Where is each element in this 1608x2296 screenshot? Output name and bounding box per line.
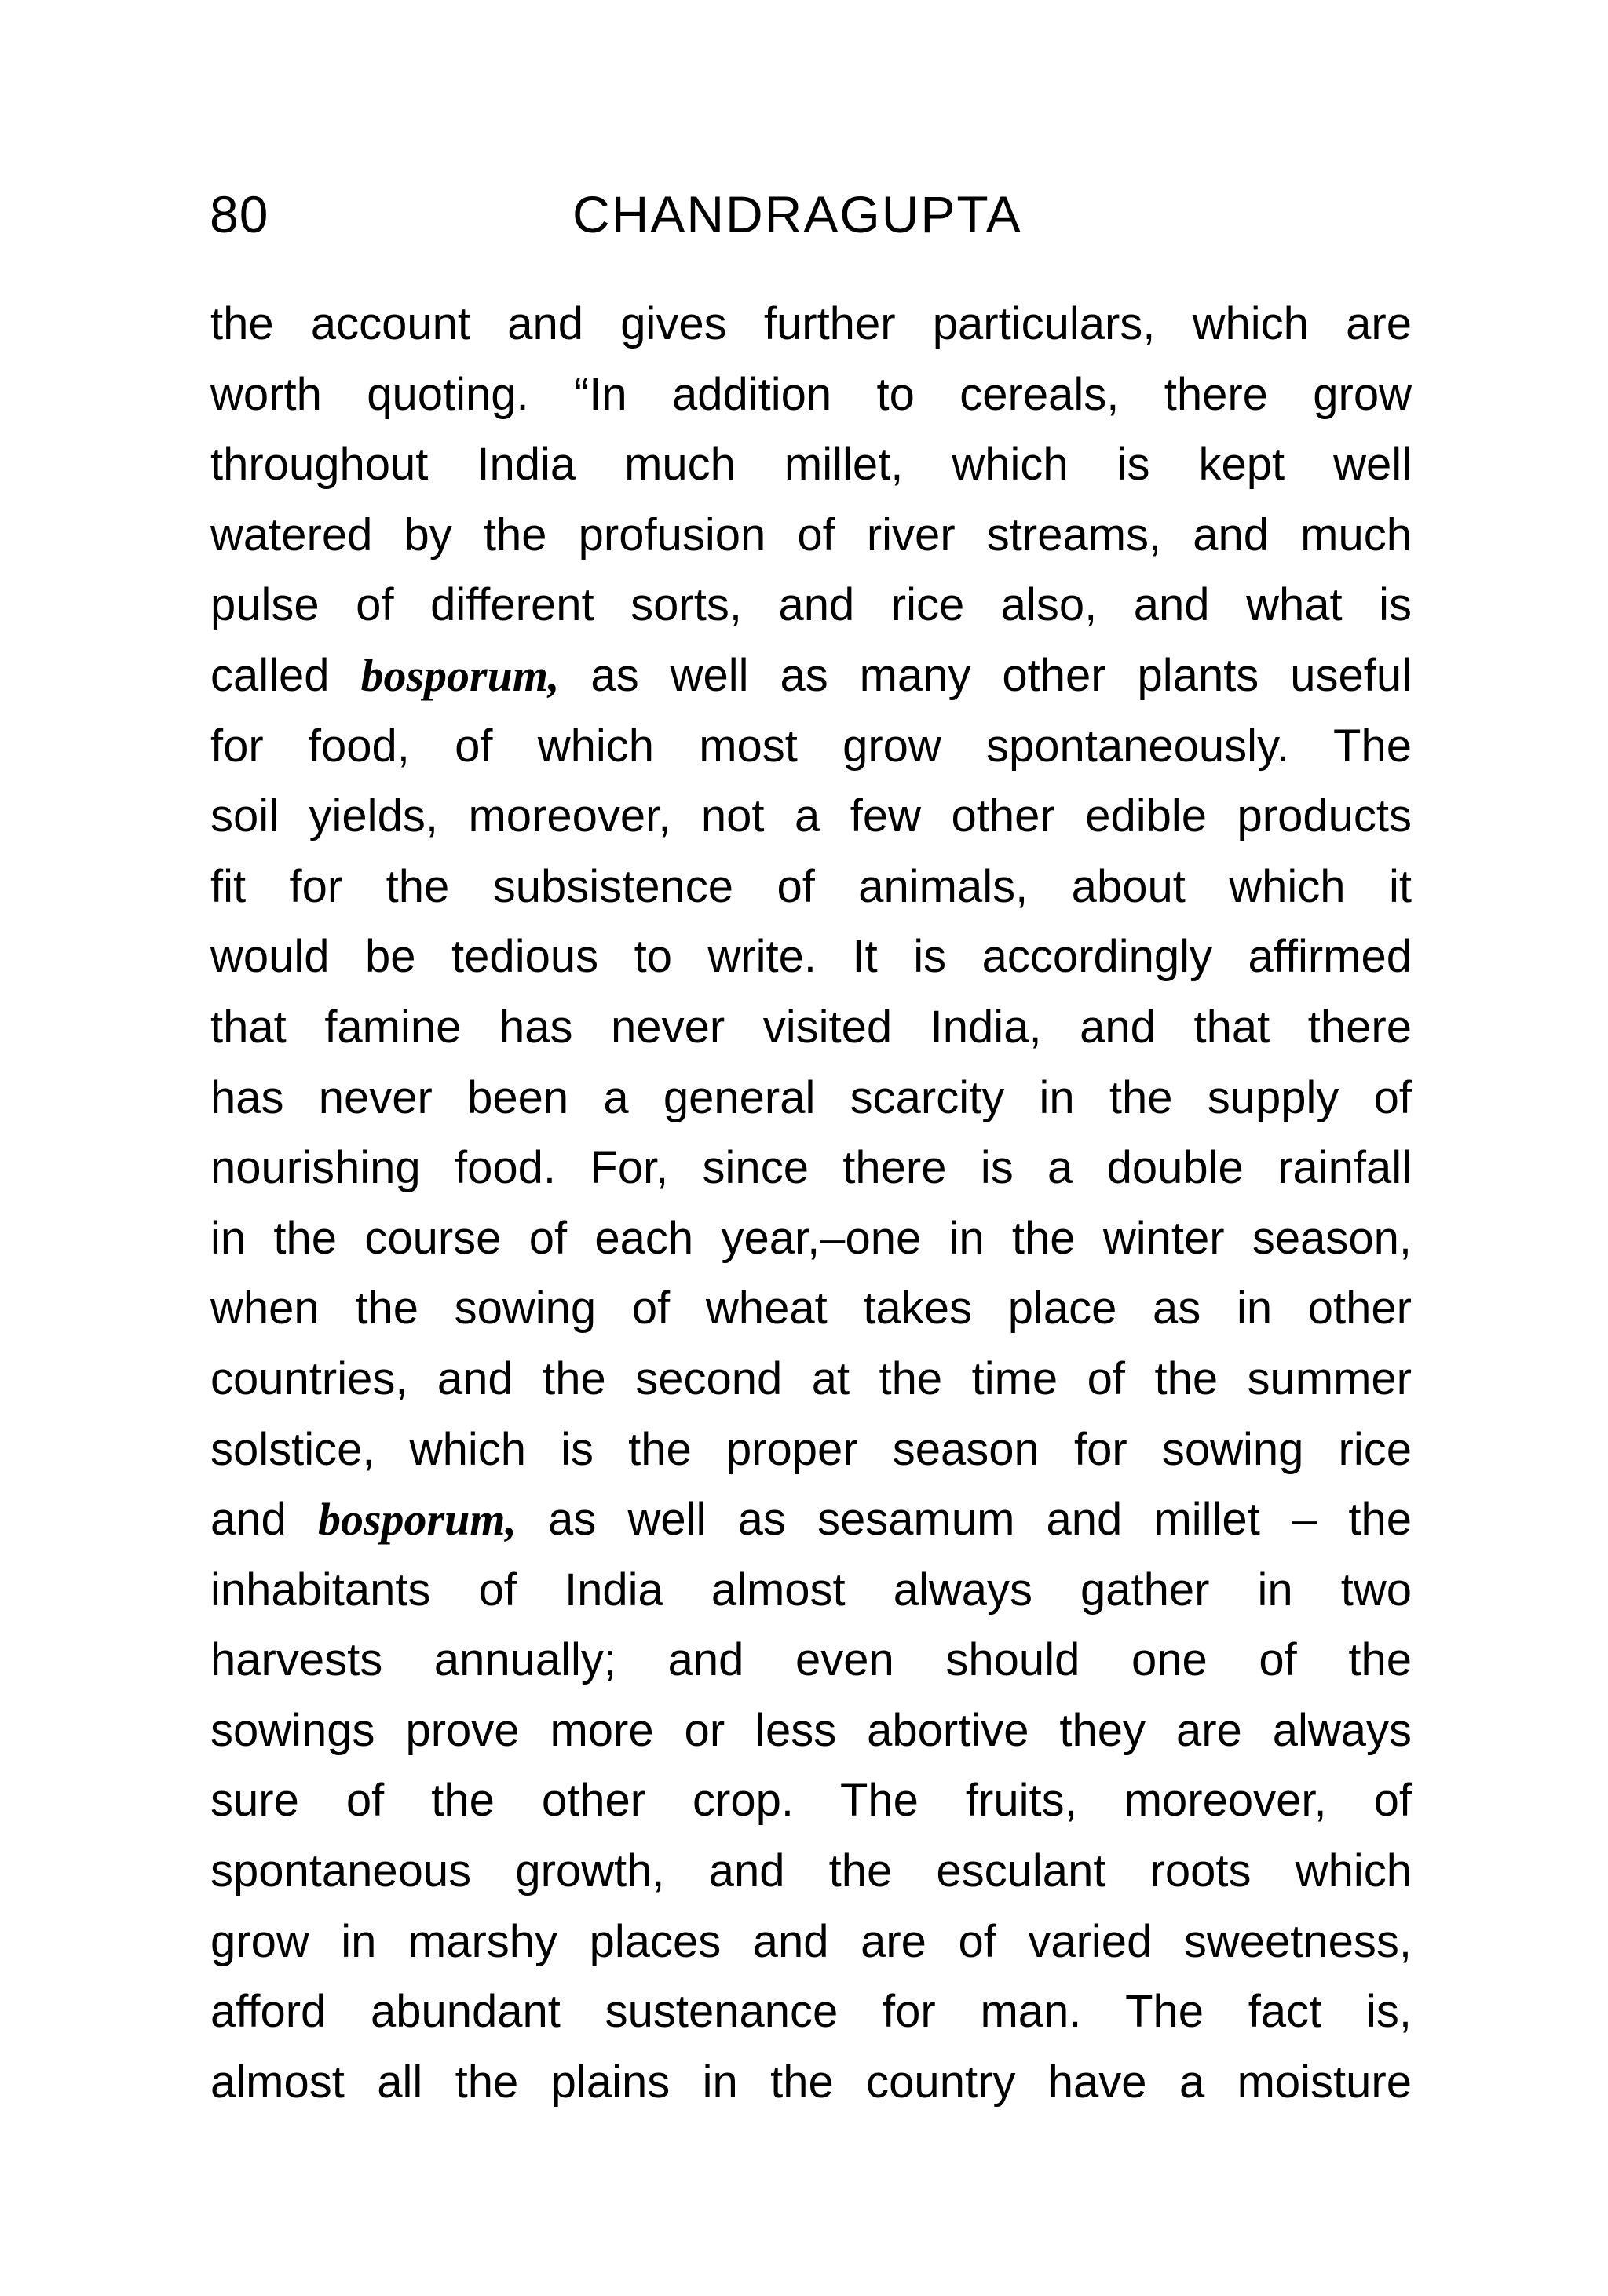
text-segment: spontaneous growth, and the esculant roots which xyxy=(210,1845,1412,1897)
text-segment: worth quoting. “In addition to cereals, there grow xyxy=(210,368,1412,420)
text-line xyxy=(210,711,1412,782)
text-line xyxy=(210,1836,1412,1907)
text-line xyxy=(210,852,1412,922)
text-segment: solstice, which is the proper season for sowing rice xyxy=(210,1423,1412,1475)
text-line xyxy=(210,1414,1412,1485)
text-line xyxy=(210,1344,1412,1414)
text-segment: as well as many other plants useful xyxy=(559,649,1412,701)
text-segment: and xyxy=(210,1494,318,1546)
text-segment: watered by the profusion of river streams, and much xyxy=(210,509,1412,560)
page-number: 80 xyxy=(210,185,269,243)
text-line xyxy=(210,1203,1412,1274)
text-segment: pulse of different sorts, and rice also, and what is xyxy=(210,579,1412,631)
text-segment: as well as sesamum and millet – the xyxy=(516,1494,1412,1546)
text-segment: grow in marshy places and are of varied sweetness, xyxy=(210,1915,1412,1967)
text-line xyxy=(210,641,1412,711)
text-segment: harvests annually; and even should one of the xyxy=(210,1634,1412,1686)
text-line xyxy=(210,1273,1412,1344)
text-segment: countries, and the second at the time of the summer xyxy=(210,1352,1412,1404)
text-line xyxy=(210,360,1412,430)
running-title: CHANDRAGUPTA xyxy=(572,185,1022,243)
text-line xyxy=(210,1555,1412,1626)
text-line xyxy=(210,500,1412,571)
text-segment: the account and gives further particulars, which are xyxy=(210,298,1412,349)
text-segment: would be tedious to write. It is accordingly affirmed xyxy=(210,931,1412,983)
italic-term: bosporum, xyxy=(317,1494,517,1546)
running-head xyxy=(200,179,1409,250)
text-line xyxy=(210,1133,1412,1203)
text-segment: throughout India much millet, which is kept well xyxy=(210,439,1412,491)
text-line xyxy=(210,1484,1412,1555)
italic-term: bosporum, xyxy=(360,649,560,701)
text-segment: almost all the plains in the country have a moisture xyxy=(210,2056,1412,2108)
text-segment: sowings prove more or less abortive they are always xyxy=(210,1704,1412,1756)
text-line xyxy=(210,1063,1412,1133)
text-line xyxy=(210,289,1412,360)
text-segment: that famine has never visited India, and that there xyxy=(210,1001,1412,1053)
text-line xyxy=(210,1907,1412,1977)
text-segment: for food, of which most grow spontaneously. The xyxy=(210,720,1412,772)
text-segment: afford abundant sustenance for man. The fact is, xyxy=(210,1986,1412,2038)
text-segment: has never been a general scarcity in the supply of xyxy=(210,1071,1412,1123)
text-segment: nourishing food. For, since there is a double rainfall xyxy=(210,1142,1412,1194)
text-segment: sure of the other crop. The fruits, moreover, of xyxy=(210,1775,1412,1827)
text-segment: in the course of each year,–one in the winter season, xyxy=(210,1212,1412,1264)
text-line xyxy=(210,781,1412,852)
text-line xyxy=(210,1765,1412,1836)
text-line xyxy=(210,570,1412,641)
text-line xyxy=(210,429,1412,500)
text-line xyxy=(210,922,1412,992)
text-line xyxy=(210,1625,1412,1696)
text-line xyxy=(210,1696,1412,1766)
text-segment: inhabitants of India almost always gather in two xyxy=(210,1564,1412,1615)
text-segment: called xyxy=(210,649,361,701)
body-text xyxy=(210,289,1412,2117)
text-line xyxy=(210,992,1412,1063)
text-line xyxy=(210,1977,1412,2047)
text-line xyxy=(210,2047,1412,2118)
text-segment: soil yields, moreover, not a few other edible products xyxy=(210,790,1412,842)
text-segment: fit for the subsistence of animals, about which it xyxy=(210,860,1412,912)
text-segment: when the sowing of wheat takes place as in other xyxy=(210,1283,1412,1334)
